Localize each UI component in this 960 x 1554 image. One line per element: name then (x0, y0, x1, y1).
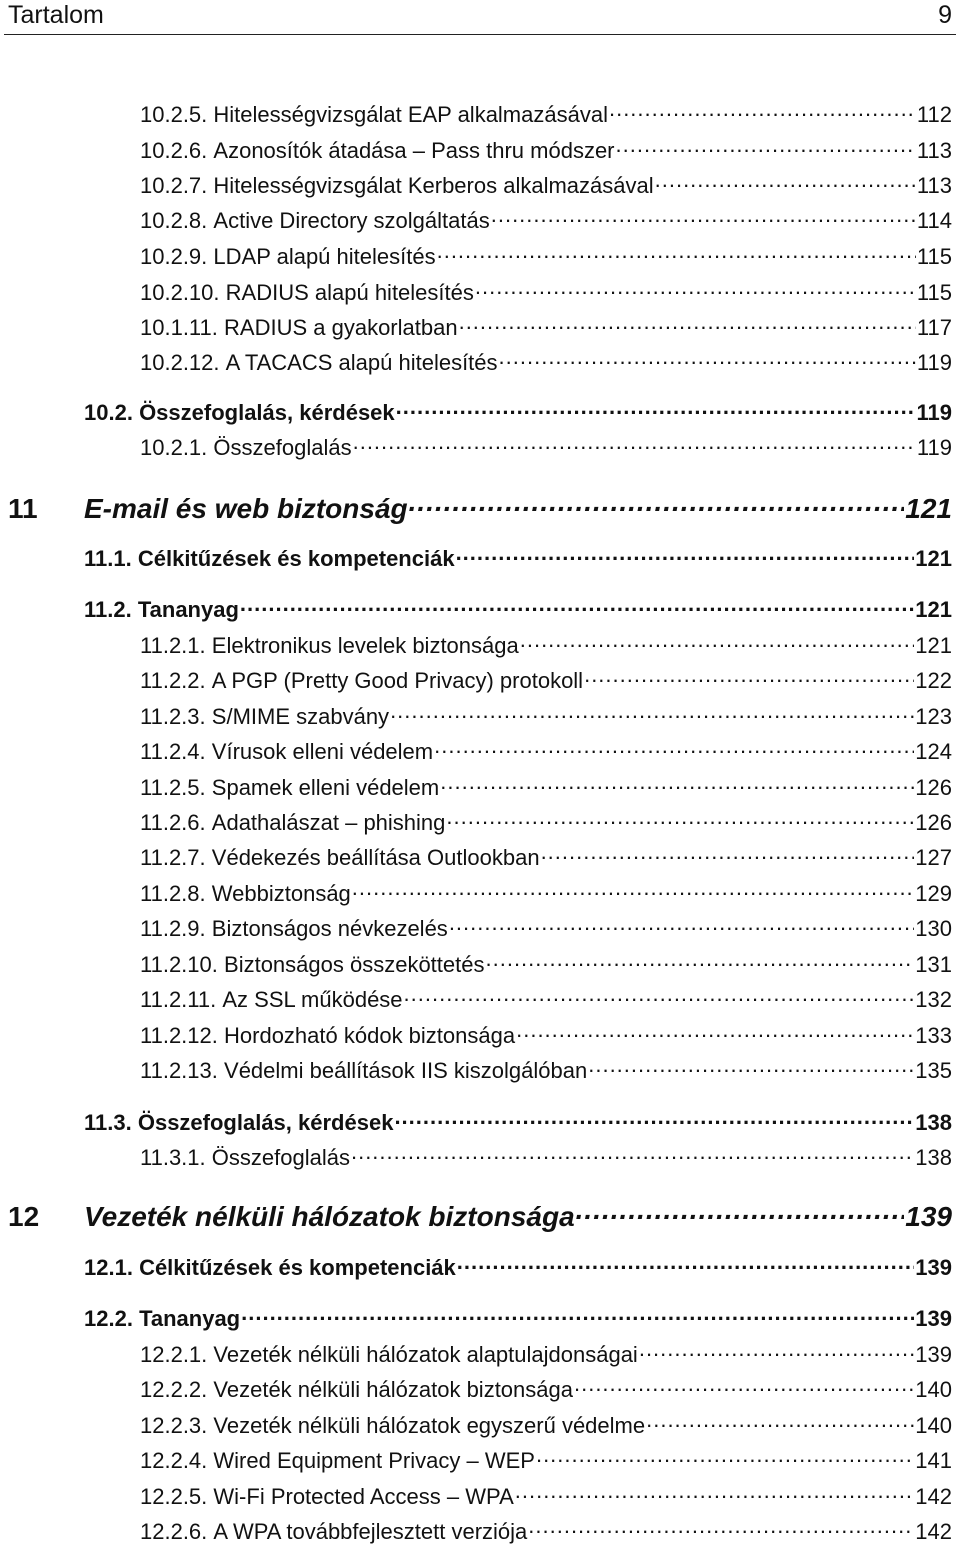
toc-dot-leader (457, 1253, 915, 1275)
toc-dot-leader (609, 100, 916, 122)
toc-entry[interactable] (140, 843, 952, 871)
toc-entry[interactable] (84, 1304, 952, 1332)
toc-entry-page: 124 (915, 739, 952, 764)
toc-entry[interactable] (140, 1021, 952, 1049)
toc-entry-number: 11.2.9. (140, 916, 206, 941)
toc-entry-title: Vezeték nélküli hálózatok alaptulajdonságai (213, 1342, 638, 1367)
toc-entry-title: Elektronikus levelek biztonsága (211, 633, 519, 658)
toc-dot-leader (446, 808, 914, 830)
toc-dot-leader (541, 843, 915, 865)
toc-entry-page: 138 (915, 1110, 952, 1135)
toc-entry-number: 11.2.4. (140, 739, 206, 764)
toc-entry[interactable] (140, 206, 952, 234)
toc-dot-leader (588, 1056, 914, 1078)
toc-entry[interactable] (140, 985, 952, 1013)
toc-dot-leader (491, 206, 916, 228)
toc-entry-number: 12 (8, 1201, 40, 1232)
toc-entry-page: 115 (916, 244, 952, 269)
toc-entry-page: 140 (915, 1413, 952, 1438)
toc-entry-number: 10.2.6. (140, 138, 208, 163)
toc-dot-leader (449, 914, 914, 936)
toc-dot-leader (240, 595, 914, 617)
toc-entry-page: 132 (915, 987, 952, 1012)
toc-entry[interactable] (84, 595, 952, 623)
toc-entry-page: 126 (915, 810, 952, 835)
toc-entry[interactable] (140, 1143, 952, 1171)
toc-entry-title: Hitelességvizsgálat Kerberos alkalmazásával (213, 173, 654, 198)
toc-entry-title: A WPA továbbfejlesztett verziója (213, 1519, 528, 1544)
toc-entry-title: Hordozható kódok biztonsága (224, 1023, 516, 1048)
toc-entry-number: 12.2. (84, 1306, 133, 1331)
toc-dot-leader (646, 1411, 914, 1433)
toc-dot-leader (404, 985, 915, 1007)
toc-dot-leader (536, 1446, 914, 1468)
toc-entry-number: 11.2.6. (140, 810, 206, 835)
toc-entry-title: Védekezés beállítása Outlookban (211, 845, 540, 870)
toc-entry-page: 131 (915, 952, 952, 977)
toc-dot-leader (351, 1143, 914, 1165)
toc-entry[interactable] (140, 348, 952, 376)
toc-entry-number: 10.1.11. (140, 315, 218, 340)
toc-entry-page: 135 (915, 1058, 952, 1083)
toc-entry[interactable] (140, 1482, 952, 1510)
toc-dot-leader (584, 666, 914, 688)
toc-entry-title: Webbiztonság (211, 881, 351, 906)
toc-entry-title: Azonosítók átadása – Pass thru módszer (213, 138, 615, 163)
toc-entry-page: 115 (916, 280, 952, 305)
toc-dot-leader (352, 879, 914, 901)
toc-entry-title: Biztonságos összeköttetés (224, 952, 485, 977)
toc-entry-title: A PGP (Pretty Good Privacy) protokoll (211, 668, 584, 693)
toc-entry-page: 129 (915, 881, 952, 906)
toc-entry-page: 141 (915, 1448, 952, 1473)
toc-dot-leader (394, 1108, 914, 1130)
toc-entry-title: Active Directory szolgáltatás (213, 208, 490, 233)
toc-entry[interactable] (84, 1253, 952, 1281)
toc-entry[interactable] (140, 950, 952, 978)
toc-entry-page: 117 (916, 315, 952, 340)
toc-entry-number: 10.2.1. (140, 435, 208, 460)
toc-entry-number: 11 (8, 493, 38, 524)
toc-entry-number: 10.2. (84, 400, 133, 425)
toc-entry-page: 121 (915, 546, 952, 571)
toc-dot-leader (486, 950, 915, 972)
toc-entry-page: 142 (915, 1519, 952, 1544)
toc-entry-number: 10.2.7. (140, 173, 208, 198)
toc-entry[interactable] (140, 100, 952, 128)
toc-entry-title: Összefoglalás, kérdések (137, 1110, 394, 1135)
toc-dot-leader (241, 1304, 914, 1326)
toc-entry[interactable] (140, 808, 952, 836)
toc-entry-number: 12.2.1. (140, 1342, 208, 1367)
toc-entry-number: 10.2.8. (140, 208, 208, 233)
toc-entry-title: Tananyag (139, 1306, 241, 1331)
toc-entry-number: 12.2.3. (140, 1413, 208, 1438)
page-header-title: Tartalom (8, 1, 104, 29)
toc-entry-title: Adathalászat – phishing (211, 810, 446, 835)
toc-entry-title: S/MIME szabvány (211, 704, 390, 729)
toc-entry[interactable] (140, 666, 952, 694)
toc-entry-page: 139 (915, 1342, 952, 1367)
toc-entry-title: Vezeték nélküli hálózatok biztonsága (213, 1377, 573, 1402)
toc-entry-number: 11.2.2. (140, 668, 206, 693)
toc-entry-title: A TACACS alapú hitelesítés (225, 350, 498, 375)
toc-entry-number: 11.2.11. (140, 987, 217, 1012)
toc-entry-title: Célkitűzések és kompetenciák (139, 1255, 456, 1280)
toc-dot-leader (390, 702, 914, 724)
toc-entry-page: 133 (915, 1023, 952, 1048)
toc-entry-number: 11.2.5. (140, 775, 206, 800)
toc-entry[interactable] (140, 773, 952, 801)
toc-entry-number: 11.3. (84, 1110, 132, 1135)
toc-entry[interactable] (84, 398, 952, 426)
toc-entry[interactable] (84, 544, 952, 572)
toc-entry[interactable] (140, 631, 952, 659)
toc-entry-title: Összefoglalás (213, 435, 352, 460)
toc-entry-title: Spamek elleni védelem (211, 775, 440, 800)
toc-entry-number: 12.1. (84, 1255, 133, 1280)
toc-entry-page: 122 (915, 668, 952, 693)
toc-dot-leader (520, 631, 915, 653)
toc-entry-page: 138 (915, 1145, 952, 1170)
toc-entry-page: 121 (915, 633, 952, 658)
toc-entry-number: 10.2.12. (140, 350, 220, 375)
toc-entry-number: 12.2.5. (140, 1484, 208, 1509)
toc-entry-title: Az SSL működése (222, 987, 403, 1012)
page-number: 9 (938, 1, 952, 29)
toc-entry-page: 119 (916, 400, 952, 425)
toc-entry-page: 140 (915, 1377, 952, 1402)
toc-dot-leader (396, 398, 916, 420)
toc-entry-number: 11.3.1. (140, 1145, 206, 1170)
toc-entry-page: 127 (915, 845, 952, 870)
toc-entry[interactable] (140, 737, 952, 765)
toc-entry[interactable] (8, 1198, 952, 1233)
toc-entry-page: 119 (916, 435, 952, 460)
toc-entry-title: RADIUS alapú hitelesítés (225, 280, 474, 305)
toc-entry-title: Összefoglalás (211, 1145, 350, 1170)
toc-dot-leader (528, 1517, 914, 1539)
toc-entry-title: Wired Equipment Privacy – WEP (213, 1448, 535, 1473)
toc-entry[interactable] (140, 278, 952, 306)
toc-entry-number: 11.2.8. (140, 881, 206, 906)
toc-entry-page: 139 (915, 1255, 952, 1280)
toc-entry-page: 126 (915, 775, 952, 800)
toc-entry-number: 11.2.3. (140, 704, 206, 729)
toc-entry[interactable] (140, 879, 952, 907)
toc-dot-leader (574, 1375, 914, 1397)
toc-dot-leader (353, 433, 916, 455)
toc-entry-page: 112 (916, 102, 952, 127)
toc-entry-number: 11.2.10. (140, 952, 218, 977)
toc-entry-number: 11.2.12. (140, 1023, 218, 1048)
toc-dot-leader (616, 136, 916, 158)
toc-entry-title: RADIUS a gyakorlatban (224, 315, 458, 340)
toc-entry-number: 11.2.1. (140, 633, 206, 658)
toc-entry[interactable] (140, 1517, 952, 1545)
toc-entry-title: Vezeték nélküli hálózatok egyszerű védelme (213, 1413, 646, 1438)
toc-dot-leader (440, 773, 914, 795)
toc-entry[interactable] (140, 1340, 952, 1368)
toc-entry-number: 12.2.2. (140, 1377, 208, 1402)
toc-entry-page: 139 (915, 1306, 952, 1331)
toc-entry[interactable] (140, 171, 952, 199)
toc-entry-title: E-mail és web biztonság (84, 493, 408, 524)
toc-entry[interactable] (140, 1056, 952, 1084)
toc-entry-page: 130 (915, 916, 952, 941)
toc-entry-page: 121 (905, 493, 952, 524)
toc-entry-page: 139 (905, 1201, 952, 1232)
toc-entry-title: Összefoglalás, kérdések (139, 400, 395, 425)
toc-entry-page: 114 (916, 208, 952, 233)
toc-entry[interactable] (140, 1446, 952, 1474)
toc-entry-page: 113 (916, 138, 952, 163)
toc-entry-title: LDAP alapú hitelesítés (213, 244, 436, 269)
toc-dot-leader (475, 278, 916, 300)
toc-entry[interactable] (140, 433, 952, 461)
toc-entry[interactable] (140, 242, 952, 270)
toc-entry-page: 142 (915, 1484, 952, 1509)
toc-entry-page: 113 (916, 173, 952, 198)
toc-entry-number: 12.2.6. (140, 1519, 208, 1544)
toc-entry-page: 119 (916, 350, 952, 375)
toc-dot-leader (437, 242, 916, 264)
toc-dot-leader (459, 313, 916, 335)
toc-entry-number: 12.2.4. (140, 1448, 208, 1473)
toc-entry-number: 11.2.13. (140, 1058, 218, 1083)
toc-entry-number: 11.1. (84, 546, 132, 571)
toc-entry[interactable] (140, 1375, 952, 1403)
toc-entry-title: Tananyag (137, 597, 239, 622)
toc-entry[interactable] (140, 914, 952, 942)
toc-entry[interactable] (140, 136, 952, 164)
toc-entry-number: 10.2.10. (140, 280, 220, 305)
toc-dot-leader (434, 737, 914, 759)
toc-entry[interactable] (84, 1108, 952, 1136)
toc-entry-number: 10.2.9. (140, 244, 208, 269)
toc-dot-leader (499, 348, 916, 370)
toc-dot-leader (516, 1021, 914, 1043)
toc-entry-title: Vírusok elleni védelem (211, 739, 434, 764)
toc-entry-title: Hitelességvizsgálat EAP alkalmazásával (213, 102, 608, 127)
toc-dot-leader (456, 544, 915, 566)
toc-entry-number: 11.2. (84, 597, 132, 622)
toc-entry[interactable] (140, 313, 952, 341)
toc-entry-title: Célkitűzések és kompetenciák (137, 546, 455, 571)
toc-entry-number: 11.2.7. (140, 845, 206, 870)
toc-entry[interactable] (8, 490, 952, 525)
toc-entry-number: 10.2.5. (140, 102, 208, 127)
toc-dot-leader (639, 1340, 914, 1362)
toc-entry-title: Vezeték nélküli hálózatok biztonsága (84, 1201, 575, 1232)
toc-dot-leader (515, 1482, 915, 1504)
toc-dot-leader (409, 490, 905, 518)
toc-entry[interactable] (140, 1411, 952, 1439)
toc-entry-title: Wi-Fi Protected Access – WPA (213, 1484, 514, 1509)
toc-entry-title: Biztonságos névkezelés (211, 916, 448, 941)
toc-dot-leader (655, 171, 916, 193)
toc-entry-page: 123 (915, 704, 952, 729)
toc-entry-title: Védelmi beállítások IIS kiszolgálóban (224, 1058, 588, 1083)
toc-entry-page: 121 (915, 597, 952, 622)
toc-dot-leader (576, 1198, 905, 1226)
toc-entry[interactable] (140, 702, 952, 730)
